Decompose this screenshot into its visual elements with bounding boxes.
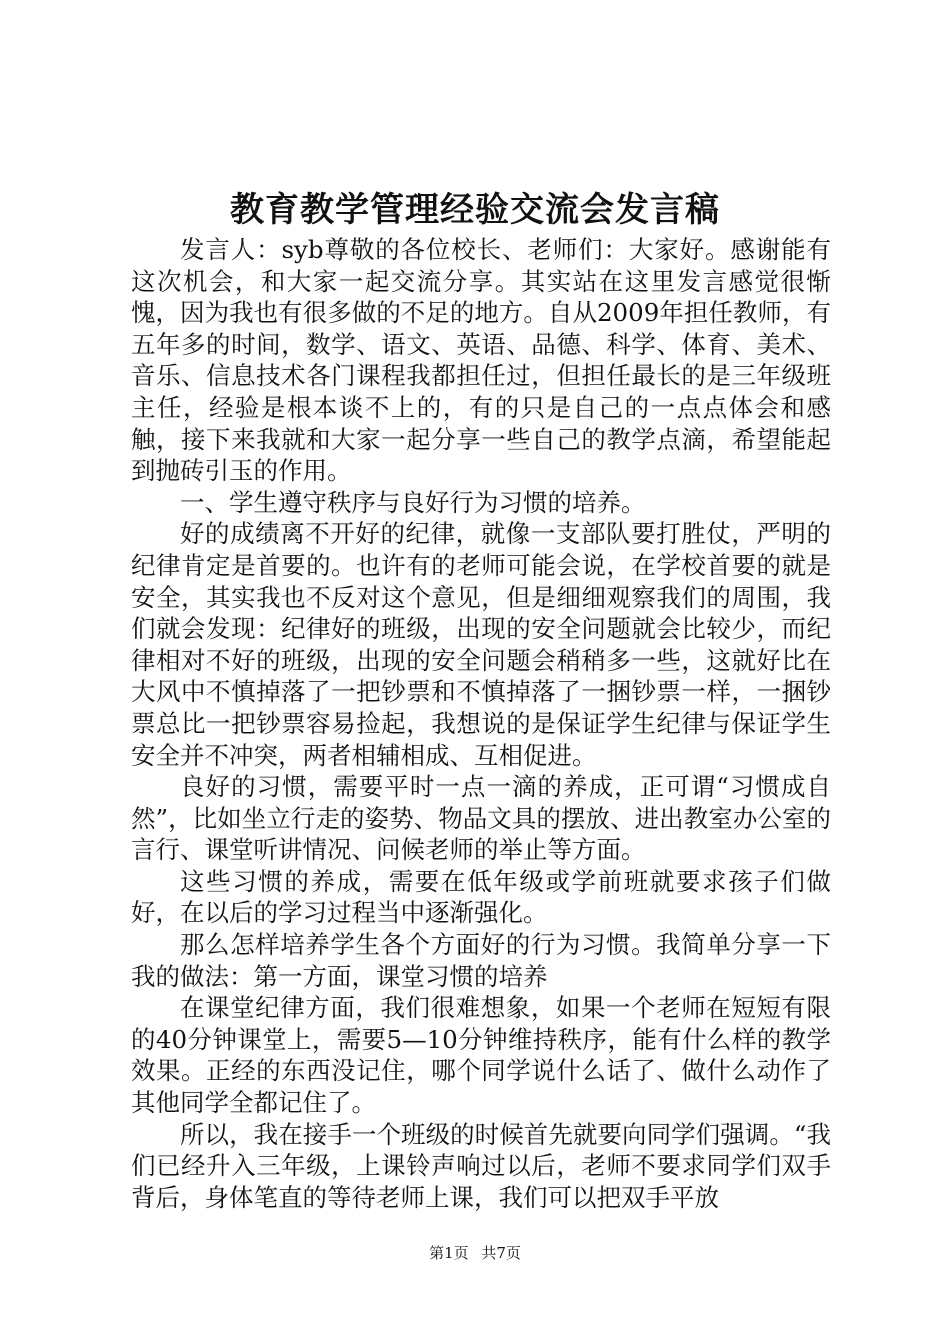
page-total: 共7页 <box>481 1244 521 1262</box>
paragraph: 在课堂纪律方面，我们很难想象，如果一个老师在短短有限的40分钟课堂上，需要5—10分钟维持秩序，能有什么样的教学效果。正经的东西没记住，哪个同学说什么话了、做什么动作了其他同学全都记住了。 <box>131 993 831 1118</box>
paragraph: 所以，我在接手一个班级的时候首先就要向同学们强调。“我们已经升入三年级，上课铃声响过以后，老师不要求同学们双手背后，身体笔直的等待老师上课，我们可以把双手平放 <box>131 1119 831 1212</box>
paragraph: 发言人：syb尊敬的各位校长、老师们：大家好。感谢能有这次机会，和大家一起交流分享。其实站在这里发言感觉很惭愧，因为我也有很多做的不足的地方。自从2009年担任教师，有五年多的时间，数学、语文、英语、品德、科学、体育、美术、音乐、信息技术各门课程我都担任过，但担任最长的是三年级班主任，经验是根本谈不上的，有的只是自己的一点点体会和感触，接下来我就和大家一起分享一些自己的教学点滴，希望能起到抛砖引玉的作用。 <box>131 235 831 486</box>
section-heading: 一、学生遵守秩序与良好行为习惯的培养。 <box>180 487 646 517</box>
page-number: 第1页 <box>429 1244 469 1262</box>
paragraph: 好的成绩离不开好的纪律，就像一支部队要打胜仗，严明的纪律肯定是首要的。也许有的老师可能会说，在学校首要的就是安全，其实我也不反对这个意见，但是细细观察我们的周围，我们就会发现：纪律好的班级，出现的安全问题就会比较少，而纪律相对不好的班级，出现的安全问题会稍稍多一些，这就好比在大风中不慎掉落了一把钞票和不慎掉落了一捆钞票一样，一捆钞票总比一把钞票容易捡起，我想说的是保证学生纪律与保证学生安全并不冲突，两者相辅相成、互相促进。 <box>131 519 831 770</box>
document-title: 教育教学管理经验交流会发言稿 <box>230 190 720 230</box>
document-body <box>131 234 831 1213</box>
paragraph: 良好的习惯，需要平时一点一滴的养成，正可谓“习惯成自然”，比如坐立行走的姿势、物品文具的摆放、进出教室办公室的言行、课堂听讲情况、问候老师的举止等方面。 <box>131 772 831 865</box>
paragraph: 这些习惯的养成，需要在低年级或学前班就要求孩子们做好，在以后的学习过程当中逐渐强化。 <box>131 866 831 928</box>
paragraph: 那么怎样培养学生各个方面好的行为习惯。我简单分享一下我的做法：第一方面，课堂习惯的培养 <box>131 930 831 991</box>
page-footer <box>0 1242 950 1264</box>
